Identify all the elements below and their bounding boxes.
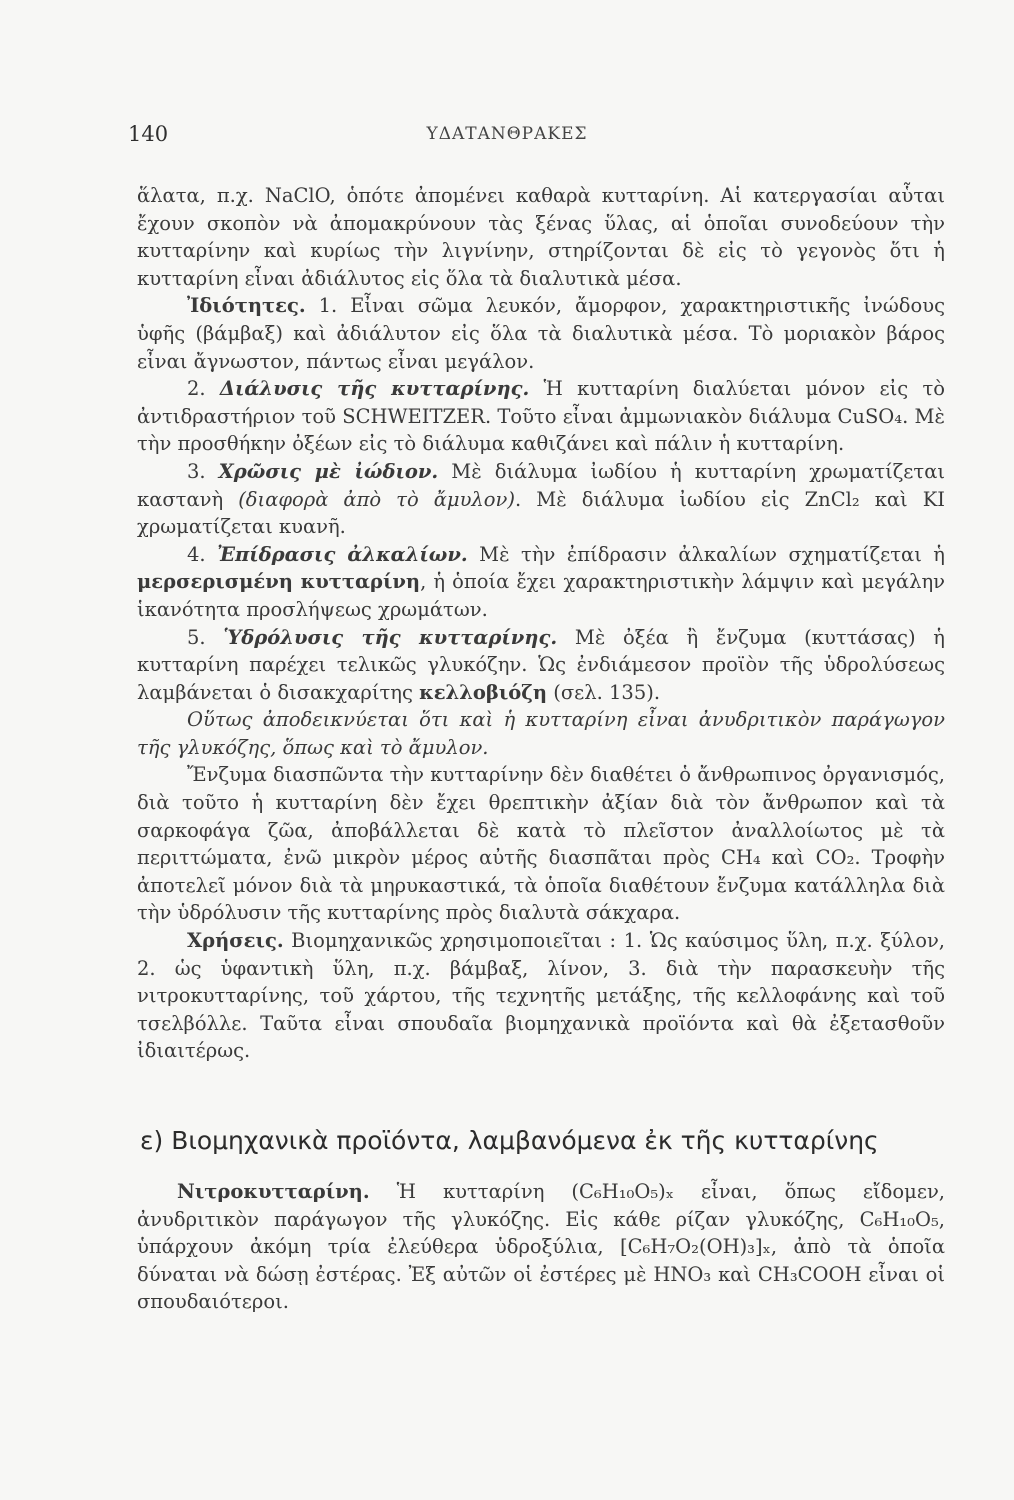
uses-label: Χρήσεις.: [187, 929, 284, 953]
properties-text: 1. Εἶναι σῶμα λευκόν, ἄμορφον, χαρακτηριστικῆς ἰνώδους ὑφῆς (βάμβαξ) καὶ ἀδιάλυτον εἰς ὅλα τὰ διαλυτικὰ μέσα. Τὸ μοριακὸν βάρος εἶναι ἄγνωστον, πάντως εἶναι μεγάλον.: [137, 294, 945, 373]
paragraph-conclusion: Οὕτως ἀποδεικνύεται ὅτι καὶ ἡ κυτταρίνη εἶναι ἀνυδριτικὸν παράγωγον τῆς γλυκόζης, ὅπως καὶ τὸ ἄμυλον.: [137, 708, 945, 759]
paragraph-iodine: [137, 458, 945, 541]
running-title: ΥΔΑΤΑΝΘΡΑΚΕΣ: [426, 124, 588, 144]
page-number: 140: [128, 122, 169, 146]
paragraph-properties: [137, 292, 945, 375]
iodine-note: (διαφορὰ ἀπὸ τὸ ἄμυλον): [238, 487, 515, 511]
section-heading: ε) Βιομηχανικὰ προϊόντα, λαμβανόμενα ἐκ τῆς κυτταρίνης: [140, 1126, 879, 1155]
main-text-block: [137, 182, 945, 1065]
properties-label: Ἰδιότητες.: [187, 294, 306, 318]
dissolution-text: Ἡ κυτταρίνη διαλύεται μόνον εἰς τὸ ἀντιδραστήριον τοῦ SCHWEITZER. Τοῦτο εἶναι ἀμμωνιακὸν διάλυμα CuSO₄. Μὲ τὴν προσθήκην ὀξέων εἰς τὸ διάλυμα καθιζάνει καὶ πάλιν ἡ κυτταρίνη.: [137, 377, 945, 456]
paragraph-uses: [137, 927, 945, 1065]
hydrolysis-text-a: Μὲ ὀξέα ἢ ἔνζυμα (κυττάσας) ἡ κυτταρίνη παρέχει τελικῶς γλυκόζην. Ὡς ἐνδιάμεσον προϊὸν τῆς ὑδρολύσεως λαμβάνεται ὁ δισακχαρίτης: [137, 625, 945, 704]
iodine-text-a: Μὲ διάλυμα ἰωδίου ἡ κυτταρίνη χρωματίζεται καστανὴ: [137, 459, 946, 511]
item-number: 2.: [187, 377, 220, 401]
item-number: 4.: [187, 542, 218, 566]
cellobiose-term: κελλοβιόζη: [419, 680, 548, 704]
paragraph-hydrolysis: [137, 624, 945, 707]
paragraph-enzymes: Ἔνζυμα διασπῶντα τὴν κυτταρίνην δὲν διαθέτει ὁ ἄνθρωπινος ὀργανισμός, διὰ τοῦτο ἡ κυτταρίνη δὲν ἔχει θρεπτικὴν ἀξίαν διὰ τὸν ἄνθρωπον καὶ τὰ σαρκοφάγα ζῶα, ἀποβάλλεται δὲ κατὰ τὸ πλεῖστον ἀναλλοίωτος μὲ τὰ περιττώματα, ἐνῶ μικρὸν μέρος αὐτῆς διασπᾶται πρὸς CH₄ καὶ CO₂. Τροφὴν ἀποτελεῖ μόνον διὰ τὰ μηρυκαστικά, τὰ ὁποῖα διαθέτουν ἔνζυμα κατάλληλα διὰ τὴν ὑδρόλυσιν τῆς κυτταρίνης πρὸς διαλυτὰ σάκχαρα.: [137, 763, 945, 925]
hydrolysis-label: Ὑδρόλυσις τῆς κυτταρίνης.: [223, 625, 558, 649]
uses-text: Βιομηχανικῶς χρησιμοποιεῖται : 1. Ὡς καύσιμος ὕλη, π.χ. ξύλον, 2. ὡς ὑφαντικὴ ὕλη, π.χ. βάμβαξ, λίνον, 3. διὰ τὴν παρασκευὴν τῆς νιτροκυτταρίνης, τοῦ χάρτου, τῆς τεχνητῆς μετάξης, τῆς κελλοφάνης καὶ τοῦ τσελβόλλε. Ταῦτα εἶναι σπουδαῖα βιομηχανικὰ προϊόντα καὶ θὰ ἐξετασθοῦν ἰδιαιτέρως.: [137, 929, 945, 1063]
iodine-label: Χρῶσις μὲ ἰώδιον.: [218, 459, 439, 483]
alkali-label: Ἐπίδρασις ἀλκαλίων.: [217, 542, 468, 566]
alkali-text-b: , ἡ ὁποία ἔχει χαρακτηριστικὴν λάμψιν καὶ μεγάλην ἱκανότητα προσλήψεως χρωμάτων.: [137, 570, 945, 621]
dissolution-label: Διάλυσις τῆς κυτταρίνης.: [219, 377, 530, 401]
hydrolysis-text-b: (σελ. 135).: [547, 680, 661, 704]
nitrocellulose-text: Ἡ κυτταρίνη (C₆H₁₀O₅)ₓ εἶναι, ὅπως εἴδομεν, ἀνυδριτικὸν παράγωγον τῆς γλυκόζης. Εἰς κάθε ρίζαν γλυκόζης, C₆H₁₀O₅, ὑπάρχουν ἀκόμη τρία ἐλεύθερα ὑδροξύλια, [C₆H₇O₂(OH)₃]ₓ, ἀπὸ τὰ ὁποῖα δύναται νὰ δώσῃ ἐστέρας. Ἐξ αὐτῶν οἱ ἐστέρες μὲ HNO₃ καὶ CH₃COOH εἶναι οἱ σπουδαιότεροι.: [137, 1180, 945, 1314]
iodine-text-b: . Μὲ διάλυμα ἰωδίου εἰς ZnCl₂ καὶ KI χρωματίζεται κυανῆ.: [137, 487, 946, 539]
paragraph-1: ἅλατα, π.χ. NaClO, ὁπότε ἀπομένει καθαρὰ κυτταρίνη. Αἱ κατεργασίαι αὗται ἔχουν σκοπὸν νὰ ἀπομακρύνουν τὰς ξένας ὕλας, αἱ ὁποῖαι συνοδεύουν τὴν κυτταρίνην καὶ κυρίως τὴν λιγνίνην, στηρίζονται δὲ εἰς τὸ γεγονὸς ὅτι ἡ κυτταρίνη εἶναι ἀδιάλυτος εἰς ὅλα τὰ διαλυτικὰ μέσα.: [137, 184, 945, 290]
mercerized-term: μερσερισμένη κυτταρίνη: [137, 570, 421, 594]
paragraph-dissolution: [137, 375, 945, 458]
item-number: 3.: [187, 459, 219, 483]
paragraph-alkali: [137, 541, 945, 624]
section-text-block: [137, 1178, 945, 1316]
alkali-text-a: Μὲ τὴν ἐπίδρασιν ἀλκαλίων σχηματίζεται ἡ: [467, 542, 945, 566]
paragraph-nitrocellulose: [137, 1178, 945, 1316]
item-number: 5.: [187, 625, 224, 649]
nitrocellulose-label: Νιτροκυτταρίνη.: [177, 1180, 370, 1203]
